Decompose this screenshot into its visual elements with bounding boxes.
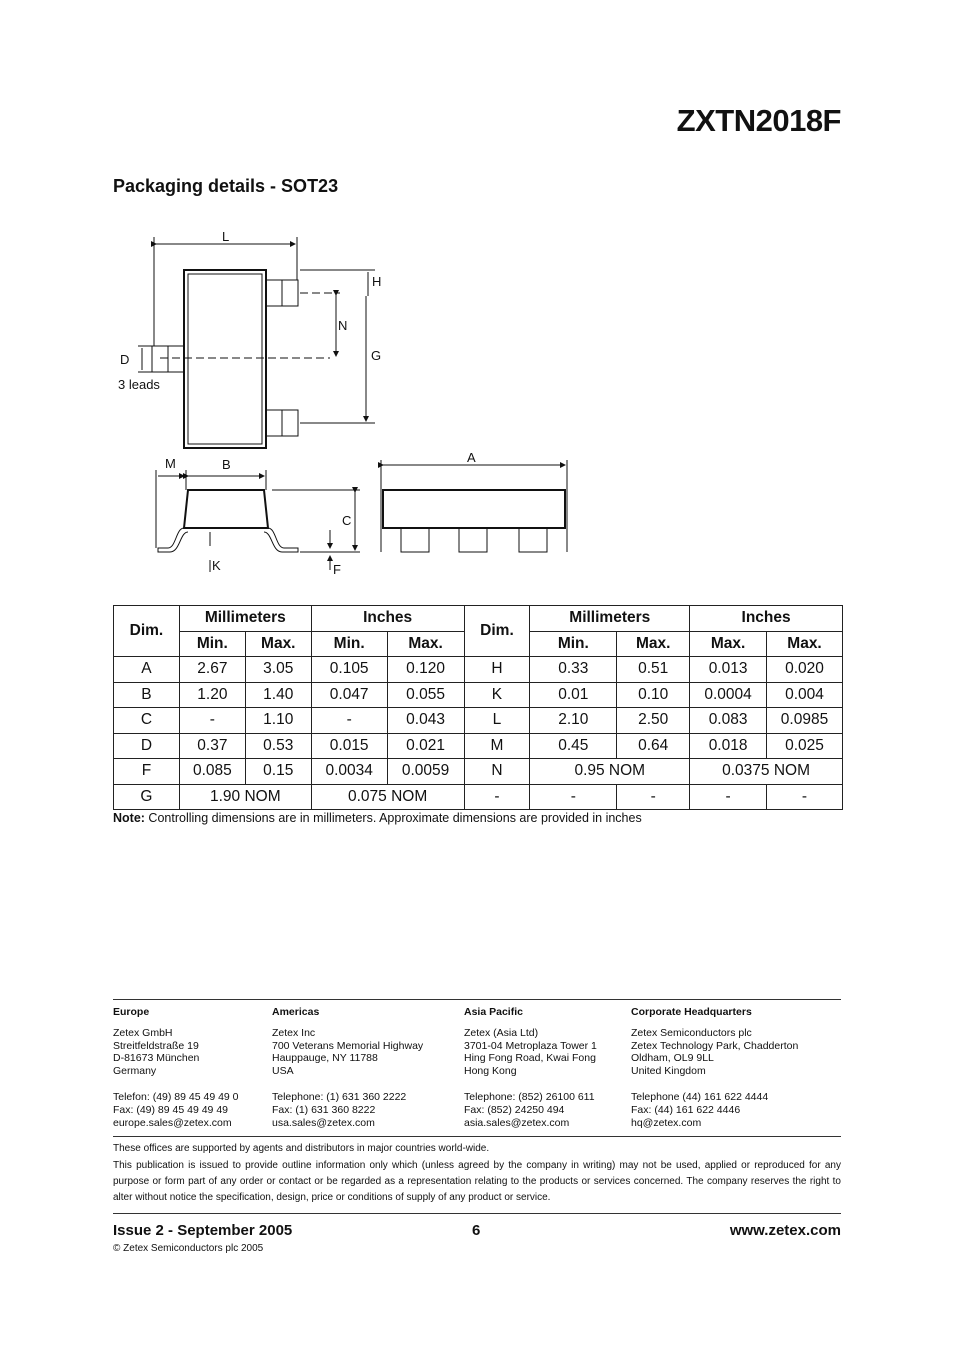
address-line: Oldham, OL9 9LL: [631, 1052, 714, 1065]
dim-label-H: H: [372, 274, 382, 289]
table-cell: F: [114, 759, 180, 785]
table-cell: 0.055: [387, 682, 464, 708]
table-cell: 0.120: [387, 657, 464, 683]
table-cell: 0.025: [767, 733, 843, 759]
dim-label-A: A: [467, 450, 476, 465]
table-note: [113, 811, 642, 825]
contact-line: Fax: (852) 24250 494: [464, 1103, 565, 1116]
page-number: 6: [472, 1222, 481, 1239]
dim-label-L: L: [222, 229, 230, 244]
inches-header: Inches: [690, 606, 843, 632]
dimensions-table: [113, 605, 843, 810]
table-cell: 1.10: [245, 708, 311, 734]
note-text: Controlling dimensions are in millimeters. Approximate dimensions are provided in inches: [144, 811, 642, 825]
office-region: Europe: [113, 1006, 150, 1018]
address-line: Hong Kong: [464, 1065, 517, 1078]
address-line: Zetex Inc: [272, 1026, 316, 1039]
inches-header: Inches: [311, 606, 464, 632]
dim-label-G: G: [371, 348, 382, 363]
table-cell: N: [464, 759, 530, 785]
office-americas: [272, 1006, 423, 1129]
dim-label-M: M: [165, 456, 176, 471]
table-cell: 2.10: [530, 708, 617, 734]
max-header: Max.: [387, 631, 464, 657]
max-header: Max.: [617, 631, 690, 657]
contact-line: hq@zetex.com: [631, 1116, 702, 1129]
table-cell: 0.37: [179, 733, 245, 759]
contact-line: Telephone (44) 161 622 4444: [631, 1090, 769, 1103]
contact-line: Fax: (1) 631 360 8222: [272, 1103, 376, 1116]
table-cell: A: [114, 657, 180, 683]
table-cell: -: [179, 708, 245, 734]
table-cell: 1.90 NOM: [179, 784, 311, 810]
table-cell: -: [690, 784, 767, 810]
contact-line: usa.sales@zetex.com: [272, 1116, 375, 1129]
table-cell: 1.40: [245, 682, 311, 708]
table-cell: -: [464, 784, 530, 810]
table-cell: 0.64: [617, 733, 690, 759]
table-row: [114, 708, 843, 734]
footer-rule-top: [113, 999, 841, 1000]
table-cell: -: [311, 708, 387, 734]
contact-line: Telephone: (852) 26100 611: [464, 1090, 595, 1103]
table-cell: 0.53: [245, 733, 311, 759]
min-header: Min.: [179, 631, 245, 657]
table-cell: 0.047: [311, 682, 387, 708]
table-cell: -: [617, 784, 690, 810]
table-cell: 0.0004: [690, 682, 767, 708]
table-cell: 3.05: [245, 657, 311, 683]
table-cell: L: [464, 708, 530, 734]
max-header: Max.: [690, 631, 767, 657]
address-line: D-81673 München: [113, 1052, 200, 1065]
table-cell: 0.018: [690, 733, 767, 759]
table-cell: 0.01: [530, 682, 617, 708]
address-line: 3701-04 Metroplaza Tower 1: [464, 1039, 597, 1052]
address-line: Germany: [113, 1065, 157, 1078]
table-cell: D: [114, 733, 180, 759]
address-line: Hauppauge, NY 11788: [272, 1052, 378, 1065]
office-europe: [113, 1006, 239, 1129]
table-cell: 0.15: [245, 759, 311, 785]
table-cell: 0.45: [530, 733, 617, 759]
table-row: [114, 733, 843, 759]
office-asia-pacific: [464, 1006, 597, 1129]
table-cell: 2.67: [179, 657, 245, 683]
copyright: © Zetex Semiconductors plc 2005: [113, 1243, 264, 1254]
contact-line: asia.sales@zetex.com: [464, 1116, 570, 1129]
table-cell: 0.085: [179, 759, 245, 785]
website-link[interactable]: www.zetex.com: [729, 1222, 841, 1239]
table-cell: 0.0059: [387, 759, 464, 785]
office-region: Americas: [272, 1006, 320, 1018]
dim-label-N: N: [338, 318, 348, 333]
mm-header: Millimeters: [179, 606, 311, 632]
table-cell: H: [464, 657, 530, 683]
table-cell: -: [767, 784, 843, 810]
table-cell: M: [464, 733, 530, 759]
footer-rule-bottom: [113, 1213, 841, 1214]
leads-label: 3 leads: [118, 377, 160, 392]
address-line: USA: [272, 1065, 294, 1078]
table-cell: 0.015: [311, 733, 387, 759]
max-header: Max.: [245, 631, 311, 657]
table-cell: 1.20: [179, 682, 245, 708]
table-cell: 0.105: [311, 657, 387, 683]
dim-header: Dim.: [114, 606, 180, 657]
contact-line: Telefon: (49) 89 45 49 49 0: [113, 1090, 239, 1103]
address-line: Streitfeldstraße 19: [113, 1039, 199, 1052]
contact-line: europe.sales@zetex.com: [113, 1116, 232, 1129]
table-cell: B: [114, 682, 180, 708]
min-header: Min.: [311, 631, 387, 657]
table-cell: 0.51: [617, 657, 690, 683]
table-cell: 0.083: [690, 708, 767, 734]
support-note: These offices are supported by agents and distributors in major countries world-wide.: [113, 1143, 490, 1154]
table-cell: 0.013: [690, 657, 767, 683]
package-outline-drawing: [110, 225, 580, 580]
office-region: Corporate Headquarters: [631, 1006, 752, 1018]
dim-label-K: K: [212, 558, 221, 573]
address-line: Zetex Technology Park, Chadderton: [631, 1039, 799, 1052]
contact-line: Telephone: (1) 631 360 2222: [272, 1090, 407, 1103]
dim-header: Dim.: [464, 606, 530, 657]
office-corporate-hq: [631, 1006, 798, 1129]
table-cell: C: [114, 708, 180, 734]
office-region: Asia Pacific: [464, 1006, 523, 1018]
issue-date: Issue 2 - September 2005: [113, 1222, 293, 1239]
table-cell: -: [530, 784, 617, 810]
section-title: Packaging details - SOT23: [113, 176, 339, 196]
dim-label-F: F: [333, 562, 341, 577]
min-header: Min.: [530, 631, 617, 657]
contact-line: Fax: (44) 161 622 4446: [631, 1103, 741, 1116]
table-cell: 0.0375 NOM: [690, 759, 843, 785]
mm-header: Millimeters: [530, 606, 690, 632]
table-row: [114, 759, 843, 785]
dim-label-D: D: [120, 352, 130, 367]
table-cell: 0.0985: [767, 708, 843, 734]
address-line: Zetex GmbH: [113, 1026, 173, 1039]
footer-rule-mid: [113, 1136, 841, 1137]
address-line: Hing Fong Road, Kwai Fong: [464, 1052, 596, 1065]
table-cell: 0.95 NOM: [530, 759, 690, 785]
table-cell: 0.004: [767, 682, 843, 708]
address-line: Zetex (Asia Ltd): [464, 1026, 539, 1039]
table-cell: 0.075 NOM: [311, 784, 464, 810]
disclaimer: This publication is issued to provide outline information only which (unless agreed by the company in writing) may not be used, applied or reproduced for any purpose or form part of any order or contact or be regarded as a representation relating to the products or services concerned. The company reserves the right to alter without notice the specification, design, price or conditions of supply of any product or service.: [113, 1160, 841, 1203]
table-row: [114, 657, 843, 683]
table-cell: 0.33: [530, 657, 617, 683]
table-cell: 0.0034: [311, 759, 387, 785]
table-cell: 0.021: [387, 733, 464, 759]
table-cell: 0.043: [387, 708, 464, 734]
table-cell: 0.10: [617, 682, 690, 708]
table-cell: G: [114, 784, 180, 810]
part-number: ZXTN2018F: [676, 103, 841, 138]
max-header: Max.: [767, 631, 843, 657]
dim-label-B: B: [222, 457, 231, 472]
table-cell: K: [464, 682, 530, 708]
table-row: [114, 784, 843, 810]
table-row: [114, 682, 843, 708]
address-line: 700 Veterans Memorial Highway: [272, 1039, 424, 1052]
address-line: United Kingdom: [631, 1065, 706, 1078]
note-label: Note:: [113, 811, 145, 825]
dim-label-C: C: [342, 513, 352, 528]
table-cell: 2.50: [617, 708, 690, 734]
contact-line: Fax: (49) 89 45 49 49 49: [113, 1103, 228, 1116]
address-line: Zetex Semiconductors plc: [631, 1026, 752, 1039]
table-cell: 0.020: [767, 657, 843, 683]
